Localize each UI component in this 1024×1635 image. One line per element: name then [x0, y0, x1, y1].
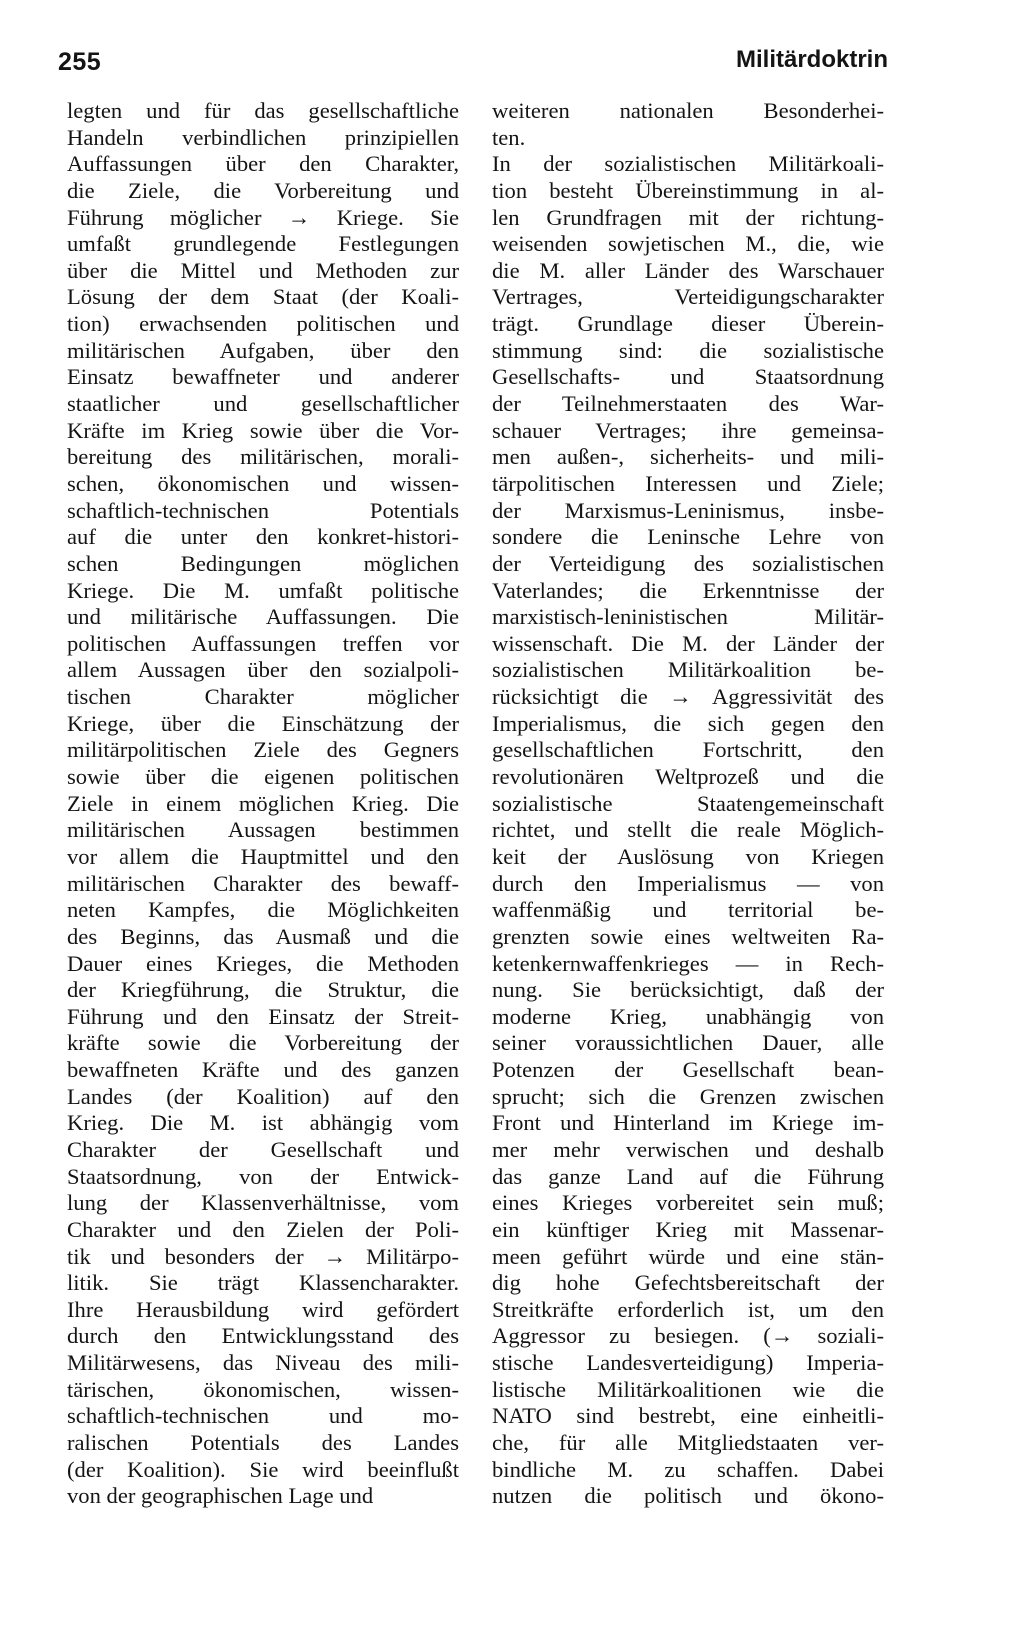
text-line: schauer Vertrages; ihre gemeinsa-: [492, 417, 884, 443]
text-line: sondere die Leninsche Lehre von: [492, 524, 884, 550]
text-line: Aggressor zu besiegen. (→ soziali-: [492, 1323, 884, 1349]
text-line: schen, ökonomischen und wissen-: [67, 470, 459, 496]
text-line: der Kriegführung, die Struktur, die: [67, 977, 459, 1003]
text-line: Militärwesens, das Niveau des mili-: [67, 1350, 459, 1376]
text-line: tion besteht Übereinstimmung in al-: [492, 177, 884, 203]
text-line: weisenden sowjetischen M., die, wie: [492, 231, 884, 257]
text-line: umfaßt grundlegende Festlegungen: [67, 231, 459, 257]
text-line: Vertrages, Verteidigungscharakter: [492, 284, 884, 310]
text-line: Charakter und den Zielen der Poli-: [67, 1216, 459, 1242]
text-line: seiner voraussichtlichen Dauer, alle: [492, 1030, 884, 1056]
text-line: NATO sind bestrebt, eine einheitli-: [492, 1403, 884, 1429]
text-line: (der Koalition). Sie wird beeinflußt: [67, 1456, 459, 1482]
text-line: nung. Sie berücksichtigt, daß der: [492, 977, 884, 1003]
text-line: Handeln verbindlichen prinzipiellen: [67, 124, 459, 150]
text-line: Front und Hinterland im Kriege im-: [492, 1110, 884, 1136]
text-line: Kräfte im Krieg sowie über die Vor-: [67, 417, 459, 443]
text-line: vor allem die Hauptmittel und den: [67, 843, 459, 869]
text-line: tärpolitischen Interessen und Ziele;: [492, 470, 884, 496]
text-line: Gesellschafts- und Staatsordnung: [492, 364, 884, 390]
text-line: Imperialismus, die sich gegen den: [492, 710, 884, 736]
text-line: Lösung der dem Staat (der Koali-: [67, 284, 459, 310]
text-line: militärpolitischen Ziele des Gegners: [67, 737, 459, 763]
text-line: bewaffneten Kräfte und des ganzen: [67, 1057, 459, 1083]
text-line: sowie über die eigenen politischen: [67, 764, 459, 790]
text-line: Kriege, über die Einschätzung der: [67, 710, 459, 736]
text-line: Ziele in einem möglichen Krieg. Die: [67, 790, 459, 816]
text-line: stische Landesverteidigung) Imperia-: [492, 1350, 884, 1376]
text-line: sprucht; sich die Grenzen zwischen: [492, 1083, 884, 1109]
text-line: des Beginns, das Ausmaß und die: [67, 923, 459, 949]
text-line: bereitung des militärischen, morali-: [67, 444, 459, 470]
right-text-column: [492, 98, 884, 1510]
text-line: eines Krieges vorbereitet sein muß;: [492, 1190, 884, 1216]
text-line: marxistisch-leninistischen Militär-: [492, 604, 884, 630]
text-line: stimmung sind: die sozialistische: [492, 337, 884, 363]
text-line: gesellschaftlichen Fortschritt, den: [492, 737, 884, 763]
text-line: meen geführt würde und eine stän-: [492, 1243, 884, 1269]
text-line: revolutionären Weltprozeß und die: [492, 764, 884, 790]
text-line: tärischen, ökonomischen, wissen-: [67, 1376, 459, 1402]
text-line: Einsatz bewaffneter und anderer: [67, 364, 459, 390]
text-line: nutzen die politisch und ökono-: [492, 1483, 884, 1509]
text-line: der Marxismus-Leninismus, insbe-: [492, 497, 884, 523]
text-line: legten und für das gesellschaftliche: [67, 98, 459, 123]
running-title: Militärdoktrin: [735, 46, 888, 73]
text-line: moderne Krieg, unabhängig von: [492, 1003, 884, 1029]
text-line: Charakter der Gesellschaft und: [67, 1136, 459, 1162]
text-line: litik. Sie trägt Klassencharakter.: [67, 1270, 459, 1296]
text-line: weiteren nationalen Besonderhei-: [492, 98, 884, 123]
text-line: Dauer eines Krieges, die Methoden: [67, 950, 459, 976]
text-line: Potenzen der Gesellschaft bean-: [492, 1057, 884, 1083]
text-line: über die Mittel und Methoden zur: [67, 257, 459, 283]
text-line: die Ziele, die Vorbereitung und: [67, 177, 459, 203]
text-line: rücksichtigt die → Aggressivität des: [492, 684, 884, 710]
text-line: schaftlich-technischen und mo-: [67, 1403, 459, 1429]
text-line: militärischen Aufgaben, über den: [67, 337, 459, 363]
text-line: ten.: [492, 124, 526, 150]
text-line: tion) erwachsenden politischen und: [67, 311, 459, 337]
text-line: Führung und den Einsatz der Streit-: [67, 1003, 459, 1029]
text-line: Kriege. Die M. umfaßt politische: [67, 577, 459, 603]
text-line: grenzten sowie eines weltweiten Ra-: [492, 923, 884, 949]
text-line: auf die unter den konkret-histori-: [67, 524, 459, 550]
text-line: richtet, und stellt die reale Möglich-: [492, 817, 884, 843]
text-line: die M. aller Länder des Warschauer: [492, 257, 884, 283]
text-line: wissenschaft. Die M. der Länder der: [492, 630, 884, 656]
text-line: dig hohe Gefechtsbereitschaft der: [492, 1270, 884, 1296]
text-line: durch den Entwicklungsstand des: [67, 1323, 459, 1349]
page-number: 255: [58, 48, 102, 76]
text-line: militärischen Aussagen bestimmen: [67, 817, 459, 843]
text-line: Streitkräfte erforderlich ist, um den: [492, 1296, 884, 1322]
text-line: von der geographischen Lage und: [67, 1483, 374, 1509]
text-line: trägt. Grundlage dieser Überein-: [492, 311, 884, 337]
text-line: che, für alle Mitgliedstaaten ver-: [492, 1430, 884, 1456]
text-line: staatlicher und gesellschaftlicher: [67, 391, 459, 417]
text-line: durch den Imperialismus — von: [492, 870, 884, 896]
text-line: schaftlich-technischen Potentials: [67, 497, 459, 523]
text-line: sozialistischen Militärkoalition be-: [492, 657, 884, 683]
text-line: Ihre Herausbildung wird gefördert: [67, 1296, 459, 1322]
text-line: keit der Auslösung von Kriegen: [492, 843, 884, 869]
text-line: der Teilnehmerstaaten des War-: [492, 391, 884, 417]
text-line: In der sozialistischen Militärkoali-: [492, 151, 884, 177]
text-line: lung der Klassenverhältnisse, vom: [67, 1190, 459, 1216]
text-line: und militärische Auffassungen. Die: [67, 604, 459, 630]
left-text-column: [67, 98, 459, 1510]
text-line: neten Kampfes, die Möglichkeiten: [67, 897, 459, 923]
text-line: der Verteidigung des sozialistischen: [492, 550, 884, 576]
text-line: Vaterlandes; die Erkenntnisse der: [492, 577, 884, 603]
text-line: allem Aussagen über den sozialpoli-: [67, 657, 459, 683]
text-line: ralischen Potentials des Landes: [67, 1430, 459, 1456]
text-line: men außen-, sicherheits- und mili-: [492, 444, 884, 470]
text-line: militärischen Charakter des bewaff-: [67, 870, 459, 896]
text-line: listische Militärkoalitionen wie die: [492, 1376, 884, 1402]
text-line: bindliche M. zu schaffen. Dabei: [492, 1456, 884, 1482]
text-line: schen Bedingungen möglichen: [67, 550, 459, 576]
text-line: tischen Charakter möglicher: [67, 684, 459, 710]
text-line: Auffassungen über den Charakter,: [67, 151, 459, 177]
text-line: tik und besonders der → Militärpo-: [67, 1243, 459, 1269]
text-line: sozialistische Staatengemeinschaft: [492, 790, 884, 816]
text-line: waffenmäßig und territorial be-: [492, 897, 884, 923]
text-line: Landes (der Koalition) auf den: [67, 1083, 459, 1109]
text-line: len Grundfragen mit der richtung-: [492, 204, 884, 230]
text-line: Staatsordnung, von der Entwick-: [67, 1163, 459, 1189]
text-line: das ganze Land auf die Führung: [492, 1163, 884, 1189]
text-line: mer mehr verwischen und deshalb: [492, 1136, 884, 1162]
text-line: ein künftiger Krieg mit Massenar-: [492, 1216, 884, 1242]
text-line: kräfte sowie die Vorbereitung der: [67, 1030, 459, 1056]
text-line: politischen Auffassungen treffen vor: [67, 630, 459, 656]
text-line: ketenkernwaffenkrieges — in Rech-: [492, 950, 884, 976]
text-line: Führung möglicher → Kriege. Sie: [67, 204, 459, 230]
text-line: Krieg. Die M. ist abhängig vom: [67, 1110, 459, 1136]
